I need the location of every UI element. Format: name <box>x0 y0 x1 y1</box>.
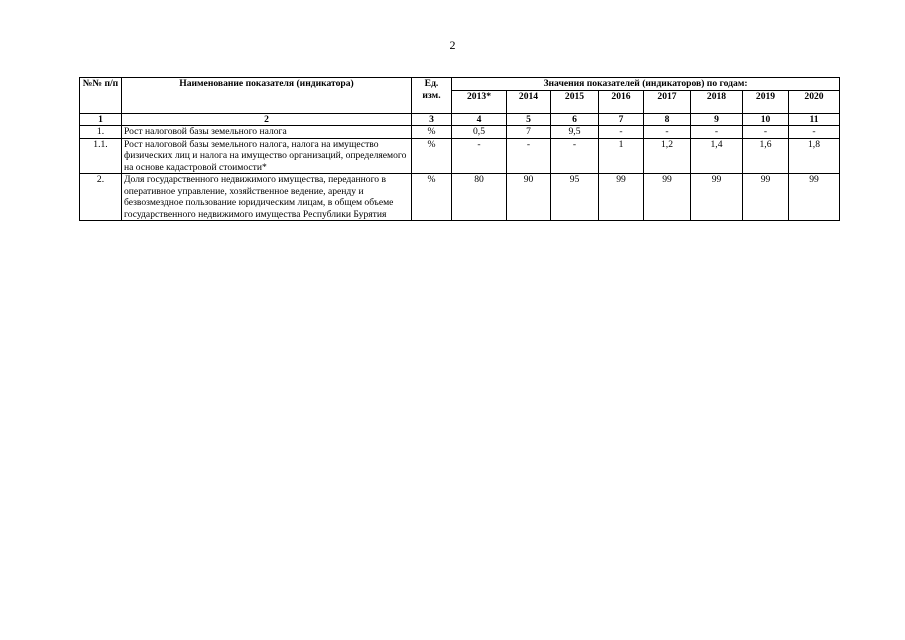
row-number: 2. <box>80 174 122 221</box>
column-number: 4 <box>452 113 507 126</box>
column-number: 9 <box>691 113 743 126</box>
indicators-table <box>79 77 840 221</box>
row-number: 1.1. <box>80 138 122 174</box>
table-row <box>80 126 840 139</box>
table-row <box>80 174 840 221</box>
header-unit <box>412 78 452 114</box>
column-number: 1 <box>80 113 122 126</box>
header-num-line1: №№ <box>82 78 103 89</box>
header-num-line2: п/п <box>104 78 119 89</box>
column-number: 11 <box>789 113 840 126</box>
row-name: Доля государственного недвижимого имущества, переданного в оперативное управление, хозяйственное ведение, аренду и безвозмездное пользование юридическим лицам, в общем объеме государственного недвижимого имущества Республики Бурятия <box>122 174 412 221</box>
row-value: 1 <box>599 138 644 174</box>
header-year: 2020 <box>789 90 840 113</box>
row-unit: % <box>412 138 452 174</box>
column-number: 6 <box>551 113 599 126</box>
row-value: 99 <box>644 174 691 221</box>
row-value: - <box>551 138 599 174</box>
row-unit: % <box>412 174 452 221</box>
header-year: 2019 <box>743 90 789 113</box>
header-year: 2017 <box>644 90 691 113</box>
header-values-title: Значения показателей (индикаторов) по годам: <box>452 78 840 91</box>
column-number: 10 <box>743 113 789 126</box>
row-value: 99 <box>743 174 789 221</box>
row-unit: % <box>412 126 452 139</box>
row-value: 99 <box>789 174 840 221</box>
row-value: - <box>691 126 743 139</box>
row-value: - <box>599 126 644 139</box>
header-name-line2: показателя <box>245 78 295 89</box>
row-value: 1,2 <box>644 138 691 174</box>
header-year: 2015 <box>551 90 599 113</box>
header-year: 2016 <box>599 90 644 113</box>
row-value: 90 <box>507 174 551 221</box>
header-row-1 <box>80 78 840 91</box>
header-unit-line2: изм. <box>422 89 441 101</box>
row-value: 9,5 <box>551 126 599 139</box>
header-name-line3: (индикатора) <box>296 78 354 89</box>
row-name: Рост налоговой базы земельного налога, налога на имущество физических лиц и налога на имущество организаций, определяемого на основе кадастровой стоимости* <box>122 138 412 174</box>
column-number: 3 <box>412 113 452 126</box>
row-value: - <box>789 126 840 139</box>
header-year: 2014 <box>507 90 551 113</box>
column-number: 8 <box>644 113 691 126</box>
row-value: - <box>507 138 551 174</box>
column-numbers-row <box>80 113 840 126</box>
column-number: 2 <box>122 113 412 126</box>
row-value: 99 <box>691 174 743 221</box>
table-row <box>80 138 840 174</box>
row-value: - <box>644 126 691 139</box>
header-unit-line1: Ед. <box>424 78 439 89</box>
page-number: 2 <box>449 38 456 52</box>
row-value: 80 <box>452 174 507 221</box>
header-name-line1: Наименование <box>179 78 244 89</box>
row-value: 95 <box>551 174 599 221</box>
row-value: - <box>452 138 507 174</box>
header-num <box>80 78 122 114</box>
header-name <box>122 78 412 114</box>
row-value: 7 <box>507 126 551 139</box>
column-number: 5 <box>507 113 551 126</box>
row-number: 1. <box>80 126 122 139</box>
row-value: 99 <box>599 174 644 221</box>
row-name: Рост налоговой базы земельного налога <box>122 126 412 139</box>
row-value: 1,8 <box>789 138 840 174</box>
row-value: - <box>743 126 789 139</box>
header-year: 2013* <box>452 90 507 113</box>
row-value: 0,5 <box>452 126 507 139</box>
row-value: 1,4 <box>691 138 743 174</box>
header-year: 2018 <box>691 90 743 113</box>
column-number: 7 <box>599 113 644 126</box>
row-value: 1,6 <box>743 138 789 174</box>
